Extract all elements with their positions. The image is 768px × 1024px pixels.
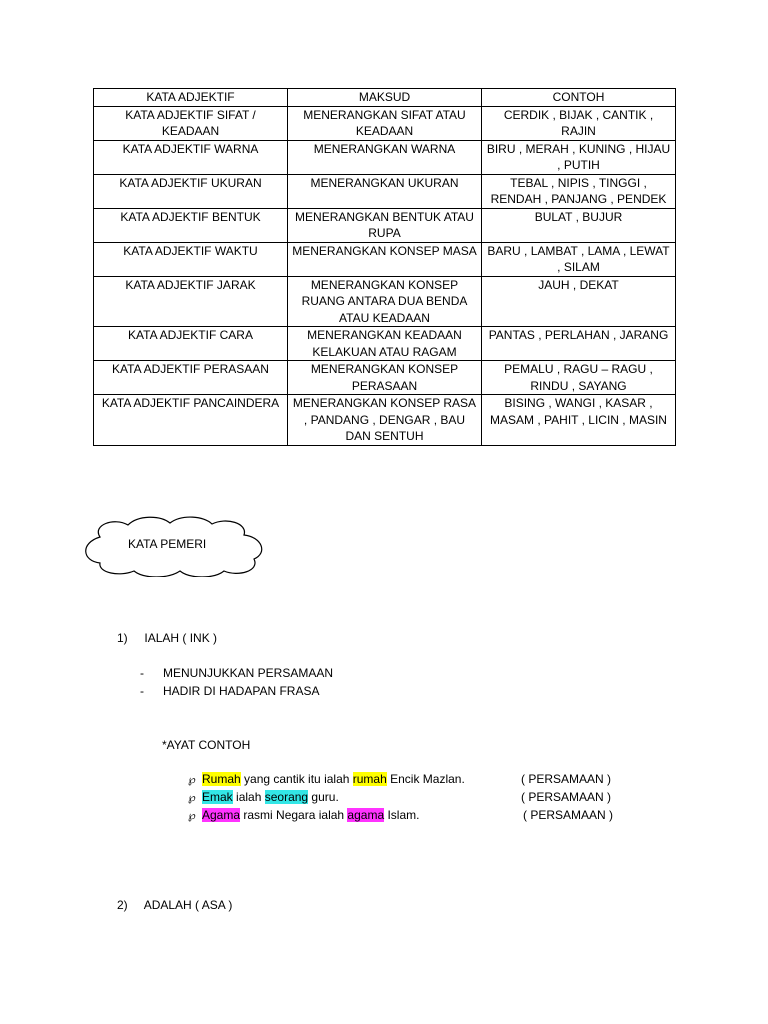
point-item bbox=[140, 683, 144, 699]
point-text: MENUNJUKKAN PERSAMAAN bbox=[163, 666, 334, 680]
cell-example: CERDIK , BIJAK , CANTIK , RAJIN bbox=[482, 106, 676, 140]
cell-example: BISING , WANGI , KASAR , MASAM , PAHIT , LICIN , MASIN bbox=[482, 395, 676, 446]
header-maksud: MAKSUD bbox=[288, 89, 482, 107]
dash-icon: - bbox=[140, 684, 144, 698]
cell-meaning: MENERANGKAN WARNA bbox=[288, 140, 482, 174]
cell-example: BULAT , BUJUR bbox=[482, 208, 676, 242]
cell-example: JAUH , DEKAT bbox=[482, 276, 676, 327]
cell-type: KATA ADJEKTIF WAKTU bbox=[94, 242, 288, 276]
highlight-word: Rumah bbox=[202, 772, 241, 786]
table-row bbox=[94, 327, 676, 361]
bullet-icon: ℘ bbox=[188, 774, 196, 786]
sentence-text: rasmi Negara ialah bbox=[240, 808, 348, 822]
table-row bbox=[94, 242, 676, 276]
table-row bbox=[94, 276, 676, 327]
cell-type: KATA ADJEKTIF UKURAN bbox=[94, 174, 288, 208]
table-header-row bbox=[94, 89, 676, 107]
section-1-heading bbox=[117, 630, 217, 646]
example-tag: ( PERSAMAAN ) bbox=[523, 808, 614, 822]
cell-meaning: MENERANGKAN UKURAN bbox=[288, 174, 482, 208]
cell-meaning: MENERANGKAN KONSEP MASA bbox=[288, 242, 482, 276]
section-2-heading bbox=[117, 897, 232, 913]
bullet-icon: ℘ bbox=[188, 810, 196, 822]
dash-icon: - bbox=[140, 666, 144, 680]
cell-meaning: MENERANGKAN SIFAT ATAU KEADAAN bbox=[288, 106, 482, 140]
table-row bbox=[94, 174, 676, 208]
cell-example: BARU , LAMBAT , LAMA , LEWAT , SILAM bbox=[482, 242, 676, 276]
example-sentence bbox=[188, 789, 339, 806]
cell-meaning: MENERANGKAN KONSEP RUANG ANTARA DUA BENDA ATAU KEADAAN bbox=[288, 276, 482, 327]
cloud-label: KATA PEMERI bbox=[128, 537, 207, 551]
cell-type: KATA ADJEKTIF PERASAAN bbox=[94, 361, 288, 395]
highlight-word: seorang bbox=[264, 790, 309, 804]
adjective-table bbox=[93, 88, 676, 446]
cell-example: PEMALU , RAGU – RAGU , RINDU , SAYANG bbox=[482, 361, 676, 395]
sentence-text: guru. bbox=[308, 790, 339, 804]
table-row bbox=[94, 361, 676, 395]
table-row bbox=[94, 208, 676, 242]
cell-type: KATA ADJEKTIF PANCAINDERA bbox=[94, 395, 288, 446]
highlight-word: rumah bbox=[352, 772, 387, 786]
header-contoh: CONTOH bbox=[482, 89, 676, 107]
cell-type: KATA ADJEKTIF WARNA bbox=[94, 140, 288, 174]
cell-type: KATA ADJEKTIF BENTUK bbox=[94, 208, 288, 242]
cell-meaning: MENERANGKAN KEADAAN KELAKUAN ATAU RAGAM bbox=[288, 327, 482, 361]
sentence-text: yang cantik itu ialah bbox=[240, 772, 353, 786]
cell-type: KATA ADJEKTIF JARAK bbox=[94, 276, 288, 327]
highlight-word: agama bbox=[347, 808, 385, 822]
example-sentence bbox=[188, 771, 465, 788]
point-item bbox=[140, 665, 144, 681]
sentence-text: ialah bbox=[232, 790, 265, 804]
sentence-text: Islam. bbox=[384, 808, 420, 822]
cell-type: KATA ADJEKTIF CARA bbox=[94, 327, 288, 361]
cell-meaning: MENERANGKAN KONSEP RASA , PANDANG , DENGAR , BAU DAN SENTUH bbox=[288, 395, 482, 446]
cell-meaning: MENERANGKAN BENTUK ATAU RUPA bbox=[288, 208, 482, 242]
example-tag: ( PERSAMAAN ) bbox=[521, 790, 612, 804]
cell-example: TEBAL , NIPIS , TINGGI , RENDAH , PANJANG , PENDEK bbox=[482, 174, 676, 208]
table-row bbox=[94, 106, 676, 140]
section-1-title: IALAH ( INK ) bbox=[144, 631, 218, 645]
highlight-word: Agama bbox=[202, 808, 241, 822]
cell-example: BIRU , MERAH , KUNING , HIJAU , PUTIH bbox=[482, 140, 676, 174]
sentence-text: Encik Mazlan. bbox=[386, 772, 465, 786]
cell-example: PANTAS , PERLAHAN , JARANG bbox=[482, 327, 676, 361]
cell-type: KATA ADJEKTIF SIFAT / KEADAAN bbox=[94, 106, 288, 140]
section-2-number: 2) bbox=[117, 898, 128, 912]
table-row bbox=[94, 140, 676, 174]
table-row bbox=[94, 395, 676, 446]
example-heading: *AYAT CONTOH bbox=[162, 738, 251, 752]
example-tag: ( PERSAMAAN ) bbox=[521, 772, 612, 786]
highlight-word: Emak bbox=[202, 790, 233, 804]
cell-meaning: MENERANGKAN KONSEP PERASAAN bbox=[288, 361, 482, 395]
header-kata-adjektif: KATA ADJEKTIF bbox=[94, 89, 288, 107]
bullet-icon: ℘ bbox=[188, 792, 196, 804]
section-1-number: 1) bbox=[117, 631, 128, 645]
point-text: HADIR DI HADAPAN FRASA bbox=[163, 684, 320, 698]
section-2-title: ADALAH ( ASA ) bbox=[143, 898, 233, 912]
example-sentence bbox=[188, 807, 419, 824]
